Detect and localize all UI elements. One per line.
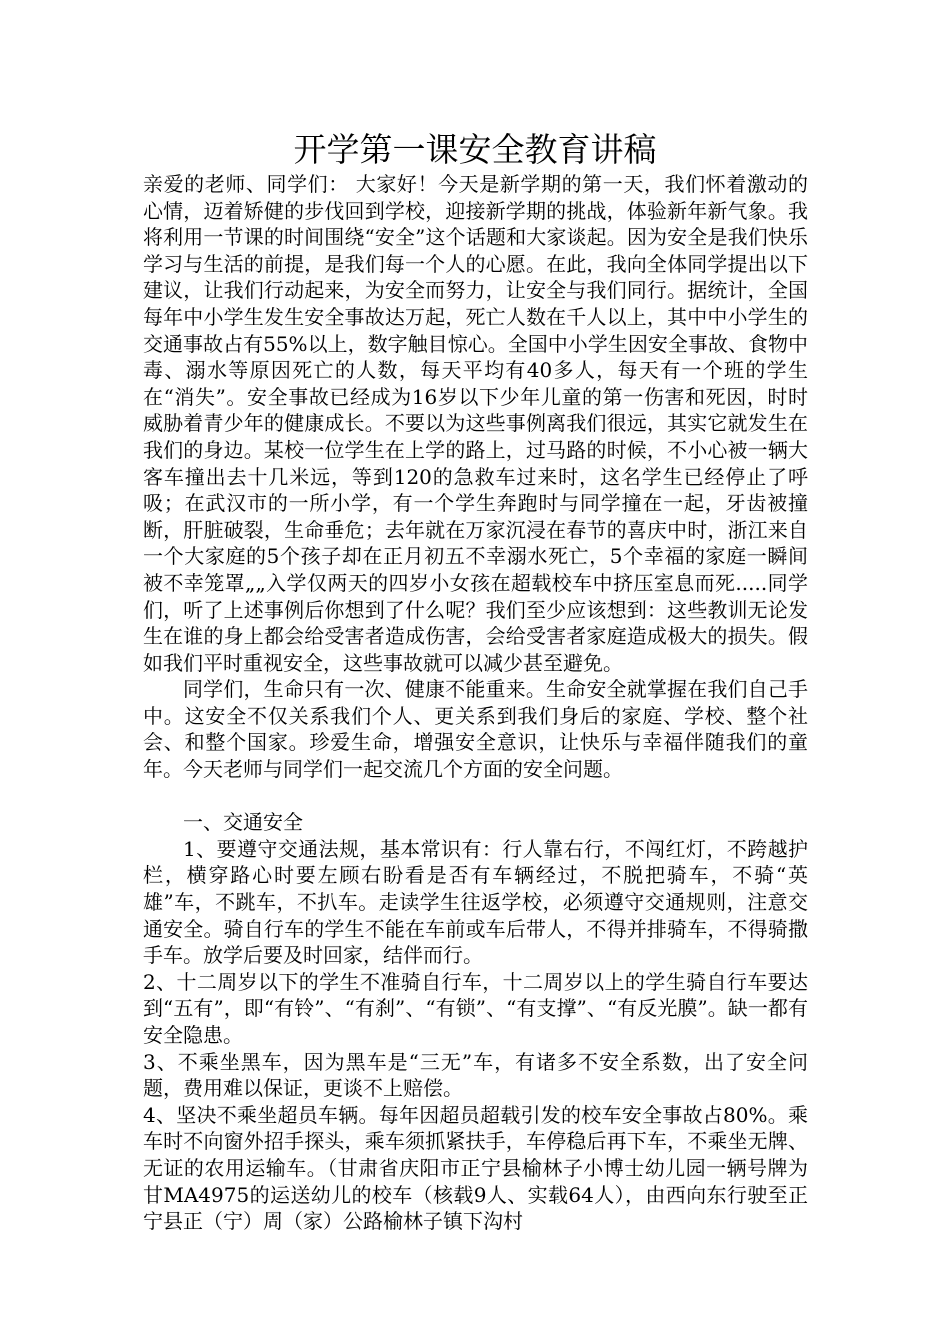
section-heading-traffic: 一、交通安全 [183,810,303,835]
paragraph-traffic-rule-1: 1、要遵守交通法规，基本常识有：行人靠右行，不闯红灯，不跨越护栏，横穿路心时要左顾右盼看是否有车辆经过，不脱把骑车，不骑“英雄”车，不跳车，不扒车。走读学生往返学校，必须遵守交通规则，注意交通安全。骑自行车的学生不能在车前或车后带人，不得并排骑车，不得骑撒手车。放学后要及时回家，结伴而行。 [143,836,808,968]
paragraph-life-once: 同学们，生命只有一次、健康不能重来。生命安全就掌握在我们自己手中。这安全不仅关系我们个人、更关系到我们身后的家庭、学校、整个社会、和整个国家。珍爱生命，增强安全意识，让快乐与幸福伴随我们的童年。今天老师与同学们一起交流几个方面的安全问题。 [143,677,808,782]
document-body [143,171,808,1235]
paragraph-traffic-rule-2: 2、十二周岁以下的学生不准骑自行车，十二周岁以上的学生骑自行车要达到“五有”，即“有铃”、“有刹”、“有锁”、“有支撑”、“有反光膜”。缺一都有安全隐患。 [143,969,808,1047]
paragraph-traffic-rule-4: 4、坚决不乘坐超员车辆。每年因超员超载引发的校车安全事故占80%。乘车时不向窗外招手探头，乘车须抓紧扶手，车停稳后再下车，不乘坐无牌、无证的农用运输车。（甘肃省庆阳市正宁县榆林子小博士幼儿园一辆号牌为甘MA4975的运送幼儿的校车（核载9人、实载64人），由西向东行驶至正宁县正（宁）周（家）公路榆林子镇下沟村 [143,1102,808,1234]
blank-line [143,783,808,810]
paragraph-greeting: 亲爱的老师、同学们： 大家好！今天是新学期的第一天，我们怀着激动的心情，迈着矫健的步伐回到学校，迎接新学期的挑战，体验新年新气象。我将利用一节课的时间围绕“安全”这个话题和大家谈起。因为安全是我们快乐学习与生活的前提，是我们每一个人的心愿。在此，我向全体同学提出以下建议，让我们行动起来，为安全而努力，让安全与我们同行。据统计，全国每年中小学生发生安全事故达万起，死亡人数在千人以上，其中中小学生的交通事故占有55%以上，数字触目惊心。全国中小学生因安全事故、食物中毒、溺水等原因死亡的人数，每天平均有40多人，每天有一个班的学生在“消失”。安全事故已经成为16岁以下少年儿童的第一伤害和死因，时时威胁着青少年的健康成长。不要以为这些事例离我们很远，其实它就发生在我们的身边。某校一位学生在上学的路上，过马路的时候，不小心被一辆大客车撞出去十几米远，等到120的急救车过来时，这名学生已经停止了呼吸；在武汉市的一所小学，有一个学生奔跑时与同学撞在一起，牙齿被撞断，肝脏破裂，生命垂危；去年就在万家沉浸在春节的喜庆中时，浙江来自一个大家庭的5个孩子却在正月初五不幸溺水死亡，5个幸福的家庭一瞬间被不幸笼罩„„入学仅两天的四岁小女孩在超载校车中挤压室息而死.....同学们，听了上述事例后你想到了什么呢？我们至少应该想到：这些教训无论发生在谁的身上都会给受害者造成伤害，会给受害者家庭造成极大的损失。假如我们平时重视安全，这些事故就可以减少甚至避免。 [143,172,808,675]
paragraph-traffic-rule-3: 3、不乘坐黑车，因为黑车是“三无”车，有诸多不安全系数，出了安全问题，费用难以保证，更谈不上赔偿。 [143,1049,808,1101]
document-title: 开学第一课安全教育讲稿 [293,130,657,169]
